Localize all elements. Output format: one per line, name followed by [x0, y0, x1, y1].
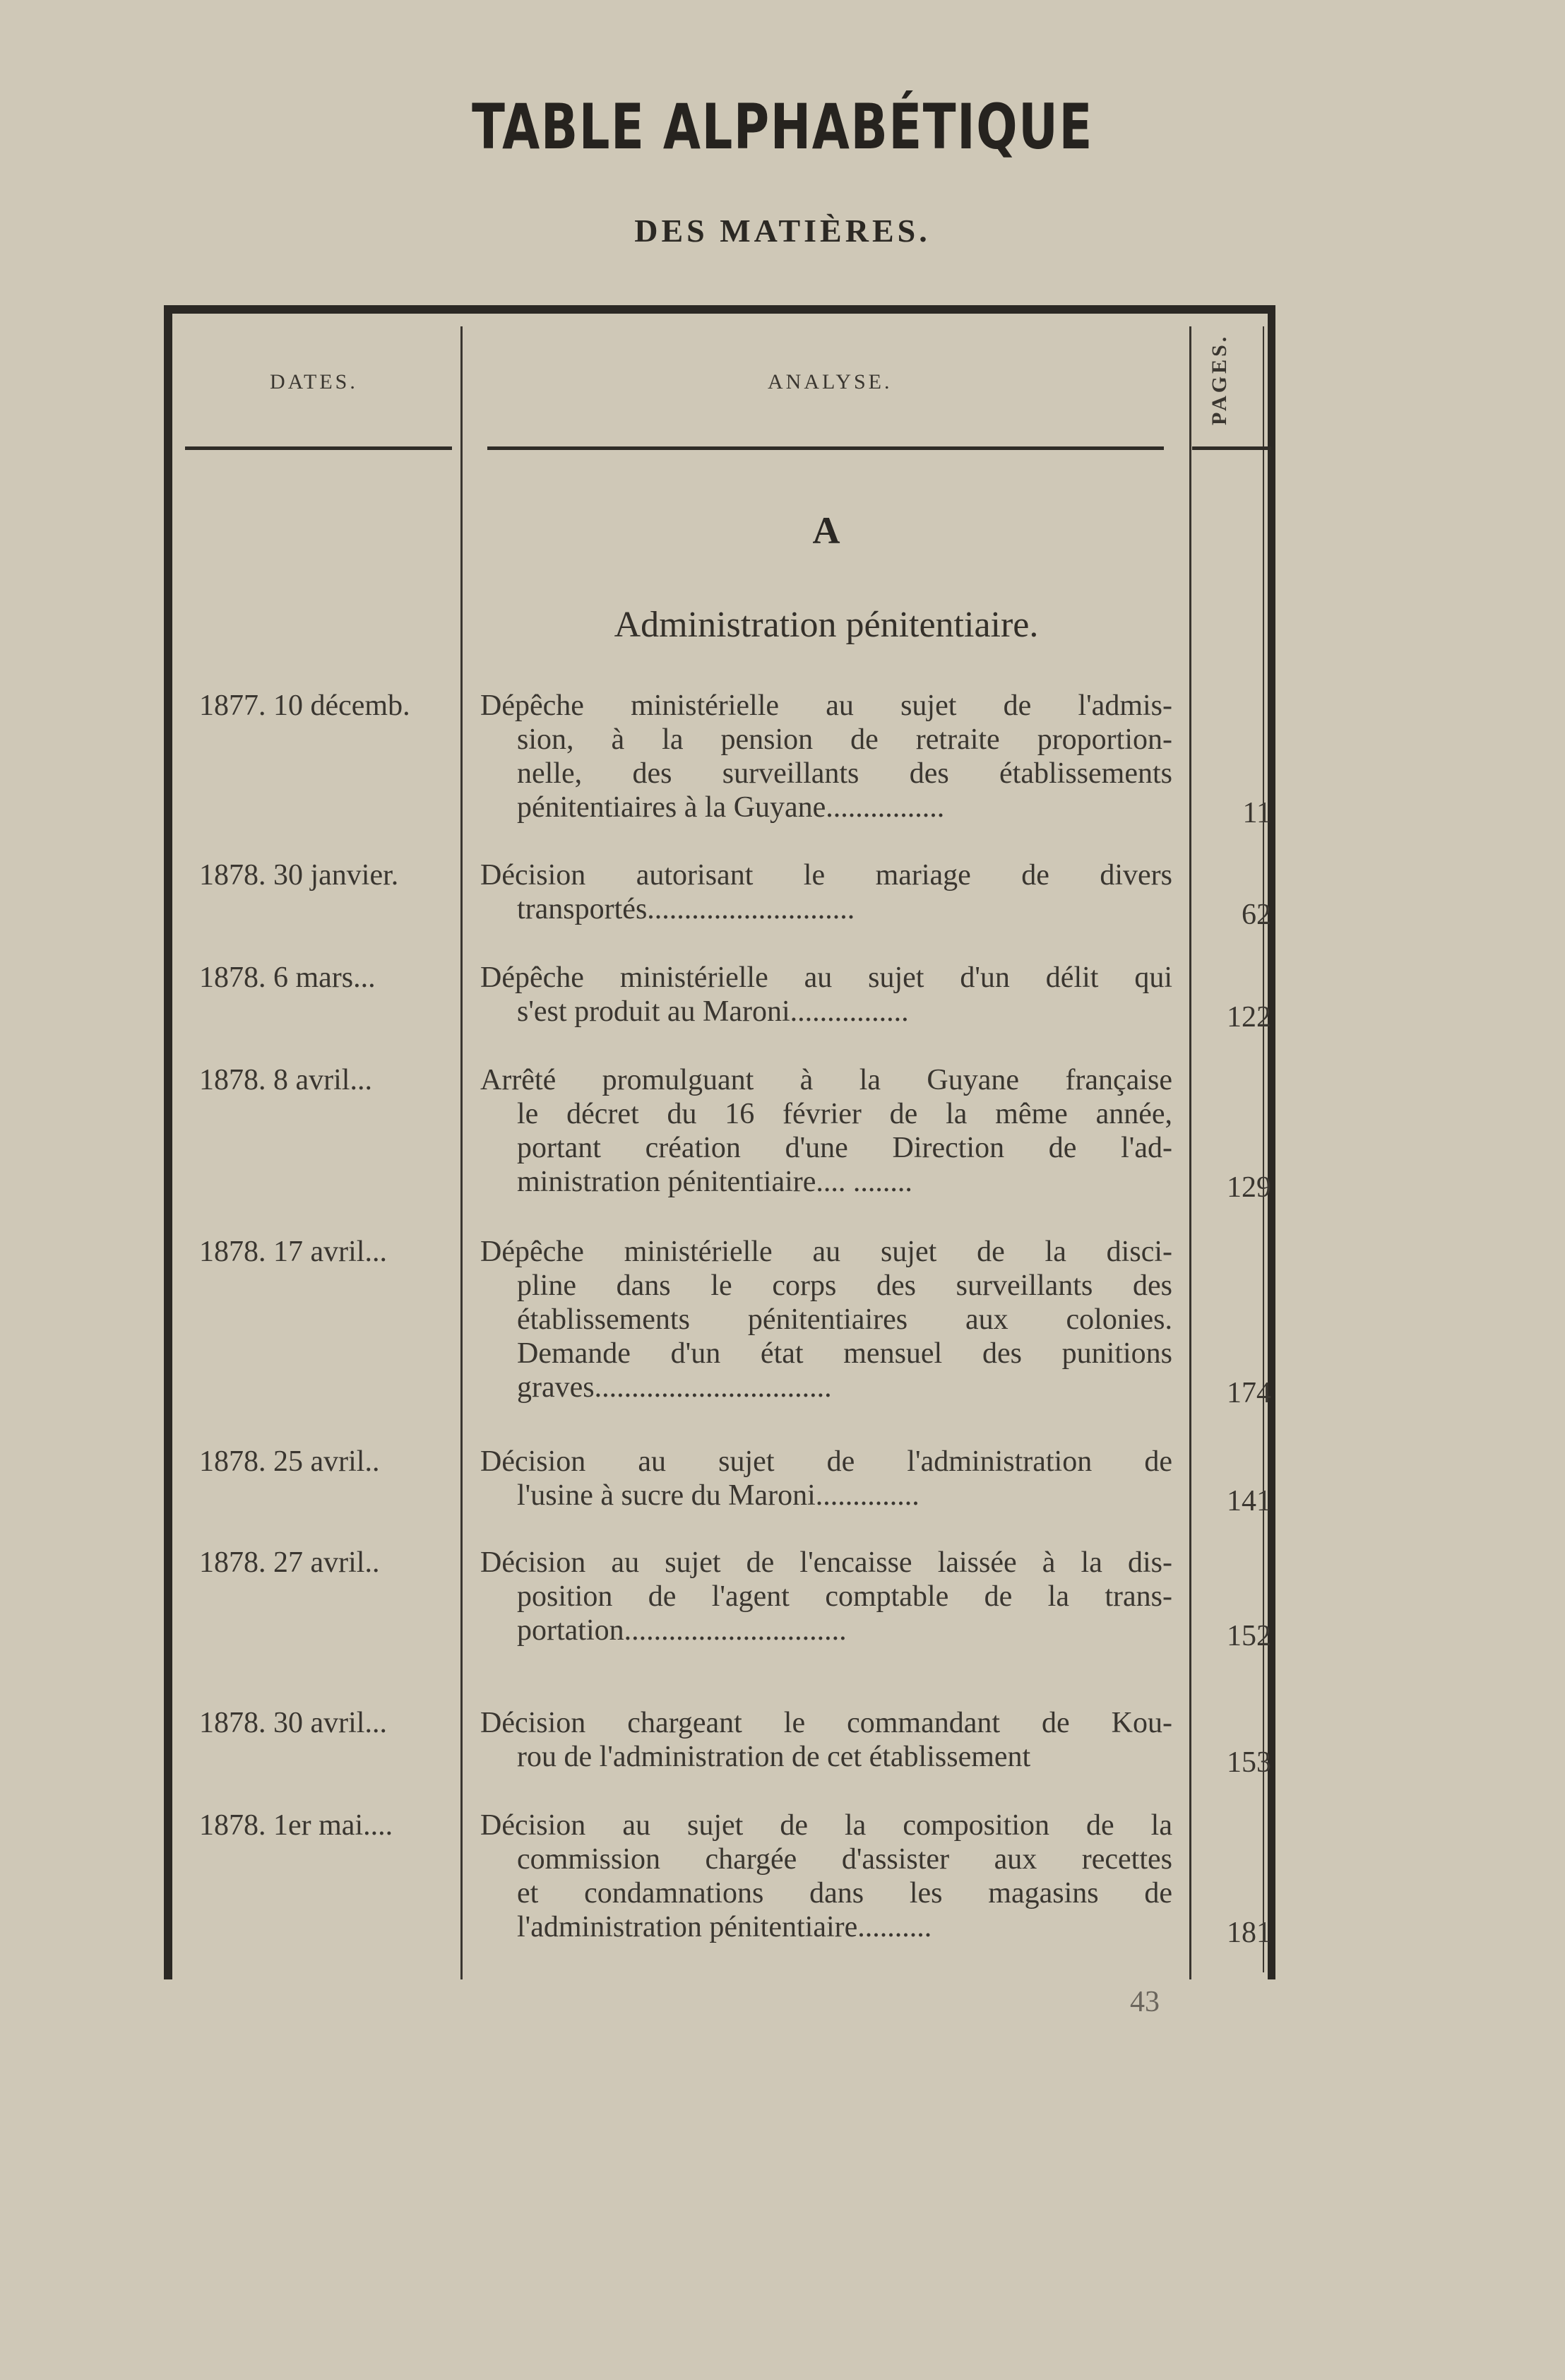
entry-date: 1878. 27 avril..: [199, 1546, 380, 1579]
entry-date: 1878. 17 avril...: [199, 1236, 387, 1268]
entry-analyse-line: graves................................: [517, 1371, 832, 1404]
entry-analyse: [480, 1808, 1172, 1944]
entry-analyse-line: portation..............................: [517, 1614, 847, 1647]
entry-page-number: 174: [1227, 1377, 1271, 1409]
entry-analyse: [480, 1546, 1172, 1647]
entry-date: 1878. 8 avril...: [199, 1064, 372, 1096]
entry-date: 1878. 30 avril...: [199, 1707, 387, 1739]
entry-page-number: 141: [1227, 1485, 1271, 1517]
entry-analyse-line: Décision au sujet de la composition de la: [480, 1809, 1172, 1842]
entry-date: 1878. 25 avril..: [199, 1445, 380, 1478]
entry-analyse-line: le décret du 16 février de la même année,: [517, 1098, 1172, 1130]
folio-number: 43: [1130, 1986, 1160, 2018]
entry-analyse-line: Dépêche ministérielle au sujet de l'admis-: [480, 689, 1172, 722]
entry-analyse-line: s'est produit au Maroni................: [517, 995, 909, 1028]
entry-analyse: [480, 1445, 1172, 1512]
entry-analyse: [480, 961, 1172, 1029]
header-rule-pages: [1192, 446, 1271, 450]
column-header-pages: PAGES.: [1208, 333, 1231, 425]
entry-analyse-line: pline dans le corps des surveillants des: [517, 1269, 1172, 1302]
table-left-rule: [164, 305, 172, 1979]
section-title: Administration pénitentiaire.: [614, 605, 1039, 645]
header-rule-analyse: [487, 446, 1164, 450]
entry-analyse-line: position de l'agent comptable de la trans-: [517, 1580, 1172, 1613]
entry-analyse-line: portant création d'une Direction de l'ad-: [517, 1132, 1172, 1164]
entry-analyse-line: commission chargée d'assister aux recettes: [517, 1843, 1172, 1876]
entry-analyse-line: l'usine à sucre du Maroni..............: [517, 1479, 920, 1512]
header-rule-dates: [185, 446, 452, 450]
entry-analyse-line: pénitentiaires à la Guyane................: [517, 791, 945, 824]
entry-analyse-line: Arrêté promulguant à la Guyane française: [480, 1064, 1172, 1096]
entry-analyse-line: l'administration pénitentiaire..........: [517, 1911, 932, 1943]
entry-date: 1878. 6 mars...: [199, 961, 376, 994]
entry-analyse: [480, 1063, 1172, 1199]
entry-analyse-line: Décision au sujet de l'encaisse laissée à la dis-: [480, 1546, 1172, 1579]
entry-date: 1877. 10 décemb.: [199, 689, 410, 722]
entry-analyse-line: Décision chargeant le commandant de Kou-: [480, 1707, 1172, 1739]
page-subtitle: DES MATIÈRES.: [634, 213, 931, 249]
entry-analyse-line: Dépêche ministérielle au sujet d'un délit qui: [480, 961, 1172, 994]
entry-analyse: [480, 858, 1172, 926]
page-title: TABLE ALPHABÉTIQUE: [472, 90, 1093, 163]
entry-date: 1878. 1er mai....: [199, 1809, 393, 1842]
column-divider-analyse: [1189, 326, 1191, 1979]
entry-analyse: [480, 1706, 1172, 1774]
entry-page-number: 153: [1227, 1746, 1271, 1779]
entry-analyse-line: Dépêche ministérielle au sujet de la disci-: [480, 1236, 1172, 1268]
entry-analyse-line: Décision autorisant le mariage de divers: [480, 859, 1172, 892]
table-top-rule: [164, 305, 1275, 314]
entry-analyse-line: et condamnations dans les magasins de: [517, 1877, 1172, 1910]
entry-page-number: 152: [1227, 1620, 1271, 1652]
entry-analyse-line: nelle, des surveillants des établissements: [517, 757, 1172, 790]
column-divider-pages: [1263, 326, 1264, 1972]
column-header-dates: DATES.: [270, 370, 358, 393]
entry-analyse-line: Demande d'un état mensuel des punitions: [517, 1337, 1172, 1370]
entry-analyse-line: sion, à la pension de retraite proportion-: [517, 723, 1172, 756]
entry-page-number: 11: [1242, 797, 1271, 829]
entry-analyse-line: Décision au sujet de l'administration de: [480, 1445, 1172, 1478]
entry-page-number: 122: [1227, 1001, 1271, 1034]
entry-analyse: [480, 1235, 1172, 1404]
entry-analyse-line: établissements pénitentiaires aux colonies.: [517, 1303, 1172, 1336]
column-header-analyse: ANALYSE.: [768, 370, 893, 393]
section-letter: A: [812, 509, 840, 552]
entry-analyse-line: rou de l'administration de cet établissement: [517, 1741, 1031, 1773]
entry-page-number: 181: [1227, 1917, 1271, 1949]
entry-analyse-line: transportés............................: [517, 893, 855, 925]
entry-analyse-line: ministration pénitentiaire.... ........: [517, 1166, 912, 1198]
entry-analyse: [480, 689, 1172, 824]
table-right-rule: [1268, 305, 1275, 1979]
entry-date: 1878. 30 janvier.: [199, 859, 399, 892]
entry-page-number: 62: [1242, 899, 1271, 931]
entry-page-number: 129: [1227, 1171, 1271, 1204]
